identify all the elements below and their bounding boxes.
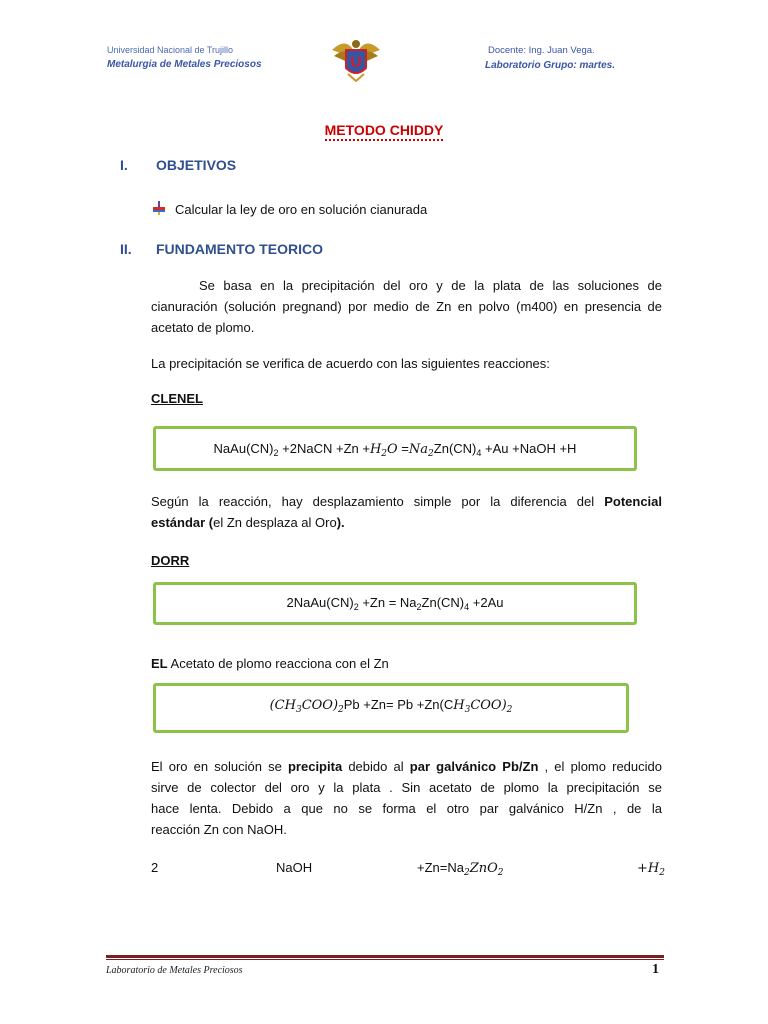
text-run: estándar ( bbox=[151, 515, 214, 530]
clenel-equation-box bbox=[153, 426, 637, 471]
paragraph-line: reacción Zn con NaOH. bbox=[151, 822, 287, 837]
eq-text: Zn(CN) bbox=[421, 595, 465, 610]
eq-sub: 2 bbox=[463, 868, 470, 878]
footer-divider bbox=[106, 959, 664, 960]
eq-sub: 2 bbox=[506, 705, 513, 715]
paragraph-line bbox=[151, 491, 662, 512]
eq-sub: 2 bbox=[497, 868, 504, 878]
text-run: debido al bbox=[342, 759, 410, 774]
section-number: I. bbox=[120, 157, 128, 173]
text-run: EL bbox=[151, 656, 168, 671]
eq-sub: 2 bbox=[273, 448, 279, 458]
eq-text: COO) bbox=[470, 698, 507, 713]
eq-text: H bbox=[453, 698, 465, 713]
header-teacher: Docente: Ing. Juan Vega. bbox=[488, 45, 595, 56]
eq-text: +Zn = Na bbox=[358, 595, 417, 610]
text-run: Acetato de plomo reacciona con el Zn bbox=[167, 656, 389, 671]
eq-text: 2NaAu(CN) bbox=[286, 595, 354, 610]
section-title: FUNDAMENTO TEORICO bbox=[156, 241, 323, 257]
paragraph-line: hace lenta. Debido a que no se forma el otro par galvánico H/Zn , de la bbox=[151, 801, 662, 816]
eq-sub: 3 bbox=[295, 705, 302, 715]
eq-text: (CH bbox=[269, 698, 296, 713]
eq-coefficient: 2 bbox=[151, 860, 159, 875]
paragraph-line: sirve de colector del oro y la plata . Sin acetato de plomo la precipitación se bbox=[151, 780, 662, 795]
eq-sub: 2 bbox=[353, 602, 359, 612]
section-title: OBJETIVOS bbox=[156, 157, 237, 173]
clenel-heading: CLENEL bbox=[151, 391, 203, 406]
eq-text: +2Au bbox=[469, 595, 504, 610]
text-run: El oro en solución se bbox=[151, 759, 288, 774]
text-run: par galvánico Pb/Zn bbox=[409, 759, 539, 774]
eq-product bbox=[637, 857, 665, 884]
eq-sub: 2 bbox=[338, 705, 344, 715]
eq-text: Na bbox=[408, 442, 429, 457]
footer-title: Laboratorio de Metales Preciosos bbox=[106, 965, 243, 976]
text-run: el Zn desplaza al Oro bbox=[213, 515, 337, 530]
dorr-heading: DORR bbox=[151, 553, 190, 568]
footer-divider bbox=[106, 955, 664, 958]
university-seal-logo bbox=[330, 36, 382, 82]
acetato-equation-box bbox=[153, 683, 629, 733]
bullet-icon bbox=[153, 201, 165, 215]
eq-text: = bbox=[397, 441, 409, 456]
text-run: ). bbox=[336, 515, 345, 530]
eq-text: +Au +NaOH +H bbox=[481, 441, 577, 456]
page-number: 1 bbox=[652, 962, 659, 977]
eq-text: +H bbox=[637, 861, 660, 876]
eq-text: +Zn=Na bbox=[417, 860, 464, 875]
eq-text: NaOH bbox=[276, 860, 313, 875]
text-run: precipita bbox=[287, 759, 343, 774]
eq-text: COO) bbox=[301, 698, 339, 713]
objective-text: Calcular la ley de oro en solución cianurada bbox=[175, 202, 428, 217]
paragraph-line: acetato de plomo. bbox=[151, 320, 255, 335]
paragraph-line bbox=[151, 756, 662, 777]
section-number: II. bbox=[120, 241, 132, 257]
eq-sub: 4 bbox=[476, 448, 482, 458]
eq-sub: 2 bbox=[659, 868, 665, 878]
eq-text: O bbox=[487, 861, 498, 876]
eq-text: O bbox=[387, 442, 398, 457]
eq-sub: 2 bbox=[428, 449, 434, 459]
eq-sub: 3 bbox=[464, 705, 471, 715]
text-run: Según la reacción, hay desplazamiento simple por la diferencia del bbox=[151, 494, 605, 509]
text-run: Potencial bbox=[604, 494, 662, 509]
eq-text: Pb +Zn= Pb +Zn(C bbox=[343, 697, 454, 712]
paragraph-reactions-intro: La precipitación se verifica de acuerdo con las siguientes reacciones: bbox=[151, 356, 550, 371]
document-title: METODO CHIDDY bbox=[0, 122, 768, 138]
eq-sub: 2 bbox=[416, 602, 422, 612]
eq-text: NaAu(CN) bbox=[213, 441, 274, 456]
text-run: , el plomo reducido bbox=[538, 759, 662, 774]
header-course: Metalurgia de Metales Preciosos bbox=[107, 59, 262, 70]
paragraph-line: cianuración (solución pregnand) por medio de Zn en polvo (m400) en presencia de bbox=[151, 299, 662, 314]
eq-sub: 2 bbox=[381, 449, 388, 459]
eq-text: Zn(CN) bbox=[433, 441, 477, 456]
eq-text: Zn bbox=[469, 861, 488, 876]
eq-text: H bbox=[369, 442, 382, 457]
eq-text: +2NaCN +Zn + bbox=[278, 441, 370, 456]
header-university: Universidad Nacional de Trujillo bbox=[107, 45, 234, 55]
paragraph-line: Se basa en la precipitación del oro y de la plata de las soluciones de bbox=[199, 278, 662, 293]
paragraph-line bbox=[151, 512, 345, 533]
eq-sub: 4 bbox=[464, 602, 470, 612]
paragraph-line bbox=[151, 653, 389, 674]
eq-product bbox=[417, 857, 504, 884]
header-lab-group: Laboratorio Grupo: martes. bbox=[485, 60, 616, 71]
svg-text:U: U bbox=[350, 54, 362, 71]
dorr-equation-box bbox=[153, 582, 637, 625]
